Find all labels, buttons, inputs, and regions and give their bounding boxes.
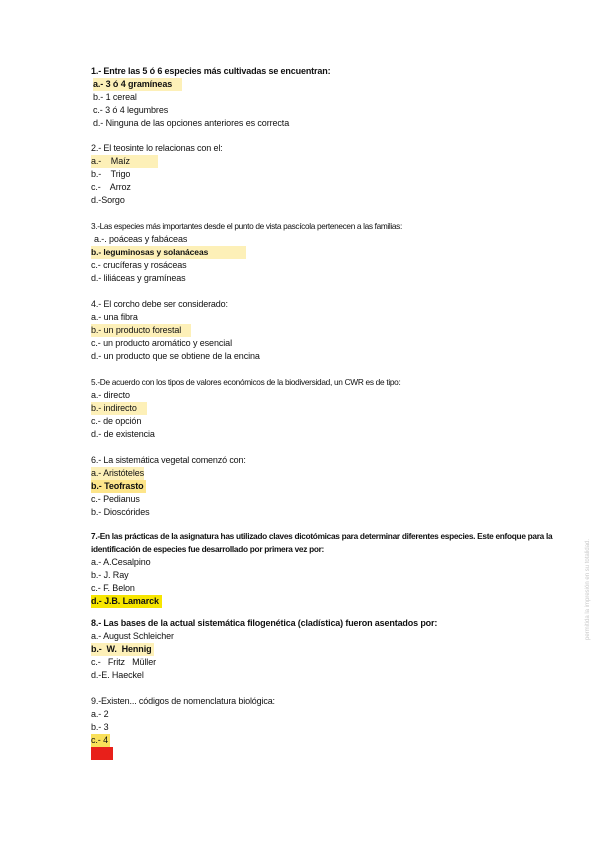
answer-option: a.- directo xyxy=(91,390,130,400)
question-4 xyxy=(91,298,581,363)
question-8 xyxy=(91,617,581,682)
answer-option: c.- F. Belon xyxy=(91,583,135,593)
answer-option: c.- crucíferas y rosáceas xyxy=(91,260,187,270)
answer-option: b.- J. Ray xyxy=(91,570,129,580)
answer-option: c.- Arroz xyxy=(91,182,131,192)
question-title: 9.-Existen... códigos de nomenclatura biológica: xyxy=(91,696,275,706)
answer-option: d.- un producto que se obtiene de la encina xyxy=(91,351,260,361)
answer-option: d.- Ninguna de las opciones anteriores es correcta xyxy=(93,118,290,128)
question-title: 7.-En las prácticas de la asignatura has utilizado claves dicotómicas para determinar diferentes especies. Este enfoque para la identificación de especies fue desarrollado por primera vez por: xyxy=(91,531,553,554)
answer-option: a.- Maíz xyxy=(91,155,581,168)
answer-option: b.- W. Hennig xyxy=(91,644,152,654)
answer-option: d.- liliáceas y gramíneas xyxy=(91,273,186,283)
answer-option: b.- Teofrasto xyxy=(91,481,144,491)
answer-option: b.- Dioscórides xyxy=(91,507,150,517)
answer-option: d.-Sorgo xyxy=(91,195,125,205)
answer-option: a.-. poáceas y fabáceas xyxy=(94,234,188,244)
answer-option: c.- 3 ó 4 legumbres xyxy=(93,105,169,115)
answer-option: a.- August Schleicher xyxy=(91,631,174,641)
answer-option: d.- 5 xyxy=(93,748,112,758)
question-7 xyxy=(91,530,581,608)
answer-option: b.- 3 xyxy=(91,722,109,732)
answer-option: c.- un producto aromático y esencial xyxy=(91,338,232,348)
question-title: 6.- La sistemática vegetal comenzó con: xyxy=(91,455,246,465)
answer-option: a.- Aristóteles xyxy=(91,468,145,478)
question-title: 3.-Las especies más importantes desde el punto de vista pascícola pertenecen a las familias: xyxy=(91,221,402,231)
answer-option: c.- 4 xyxy=(91,735,109,745)
answer-option: c.- Pedianus xyxy=(91,494,140,504)
side-watermark-text: permitida la impresión en su totalidad. xyxy=(585,538,591,640)
answer-option: b.- indirecto xyxy=(91,402,581,415)
answer-option: a.- 2 xyxy=(91,709,109,719)
answer-option: b.- 1 cereal xyxy=(93,92,137,102)
answer-option: a.- A.Cesalpino xyxy=(91,557,151,567)
answer-option: a.- una fibra xyxy=(91,312,138,322)
answer-option: d.- de existencia xyxy=(91,429,155,439)
question-2 xyxy=(91,142,581,207)
question-5 xyxy=(91,376,581,441)
question-1 xyxy=(91,65,581,130)
question-title: 4.- El corcho debe ser considerado: xyxy=(91,299,228,309)
question-title: 8.- Las bases de la actual sistemática filogenética (cladística) fueron asentados por: xyxy=(91,618,438,628)
answer-option: c.- Fritz Müller xyxy=(91,657,156,667)
answer-option: b.- leguminosas y solanáceas xyxy=(91,246,581,259)
question-3 xyxy=(91,220,581,285)
answer-option: b.- Trigo xyxy=(91,169,131,179)
answer-option: d.-E. Haeckel xyxy=(91,670,144,680)
question-title: 1.- Entre las 5 ó 6 especies más cultivadas se encuentran: xyxy=(91,66,331,76)
answer-option: d.- J.B. Lamarck xyxy=(91,595,581,608)
answer-option: b.- un producto forestal xyxy=(91,324,581,337)
question-9 xyxy=(91,695,581,760)
question-title: 5.-De acuerdo con los tipos de valores económicos de la biodiversidad, un CWR es de tipo: xyxy=(91,377,401,387)
question-6 xyxy=(91,454,581,519)
question-title: 2.- El teosinte lo relacionas con el: xyxy=(91,143,223,153)
answer-option: a.- 3 ó 4 gramíneas xyxy=(91,78,581,91)
answer-option: c.- de opción xyxy=(91,416,142,426)
